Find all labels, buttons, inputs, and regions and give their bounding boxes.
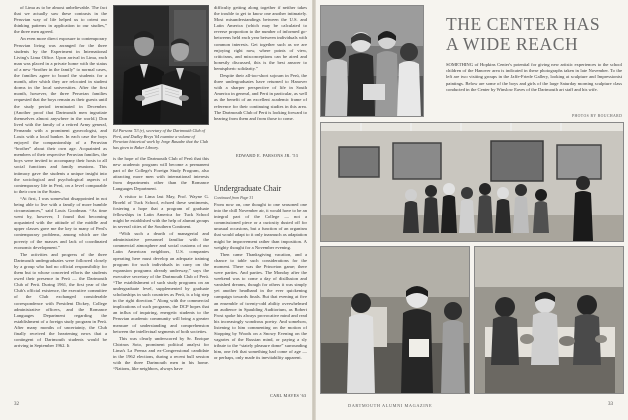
- page-number-right: 33: [608, 402, 613, 407]
- left-column-2: [113, 156, 209, 393]
- sculpture-table-image: [475, 247, 624, 394]
- magazine-title-footer: DARTMOUTH ALUMNI MAGAZINE: [348, 403, 433, 408]
- section-subhead: Undergraduate Chair: [214, 184, 282, 193]
- photo-caption: Ed Parsons '53 (r), secretary of the Dartmouth Club of Perú, and Dudley Breys '64 examine a volume of Peruvian historical work by Jorge Basadre that the Club has given to Baker Library.: [113, 128, 209, 150]
- photo-credit: PHOTOS BY BOUCHARD: [572, 114, 623, 118]
- photo-sculpture-class-right: [474, 246, 624, 394]
- photo-children-gallery-sculpture: [320, 5, 424, 117]
- gallery-visitors-image: [321, 123, 624, 242]
- paragraph: Despite their all-too-short sojourn in Perú, the three undergraduates have returned to Hanover with a sharper perspective of life in South America in general, and Perú in particular, as well as the benefit of an excellent academic frame of reference for their continuing studies in this area. The Dartmouth Club of Perú is looking forward to hearing from them and from those to come.: [214, 73, 307, 121]
- paragraph: of Lima as to be almost unbelievable. The fact that we actually saw these contrasts in the Peruvian way of life helped us to orient our thinking patterns in application to our studies,” the three men agreed.: [14, 5, 107, 35]
- article-signature: EDWARD E. PARSONS JR. '53: [236, 153, 299, 158]
- photo-club-members: [113, 5, 209, 125]
- photo-two-men-with-book-image: [114, 6, 209, 125]
- paragraph: Then came Thanksgiving vacation, and a chance to table such considerations for the moment. There was the Princeton game; there were parties. And parties. The Monday after the weekend was to come a day of disillusion and vanished dreams, though for others it was simply yet another headband in the ever quickening campaign towards finals. But that evening at five an ensemble of twenty-odd ability overwhelmed an audience in Spaulding Auditorium, as Robert Frost spoke his always provocative mind and read his increasingly wondrous poetry. And somehow, listening to him commenting on the motion of Stopping by Woods on a Snowy Evening on the vagaries of the Russian mind, or paying a sly tribute to the “stately pleasure dome” surrounding him, one felt that something had come of age — or perhaps, only made its inevitability apparent.: [214, 251, 307, 361]
- paragraph: A visitor to Lima last May, Prof. Wayne G. Broehl of Tuck School, echoed these sentiments, fostering a hope that a program of graduate fellowships in Latin America for Tuck School might be established with the help of alumni groups in several cities of the Southern Continent.: [113, 193, 209, 230]
- photo-gallery-visitors: [320, 122, 624, 242]
- left-column-3-bottom: [214, 202, 307, 392]
- sculpture-class-image: [321, 247, 470, 394]
- paragraph: difficulty getting along together if neither takes the trouble to get to know one another intimately. Most misunderstandings between the U.S. and Latin America (which may be calculated to reverse proportion to the number of informed go-betweens held each year between individuals with common interests. Get together such as we are enjoying right now, where points of view, criticisms, and misconceptions can be aired and honestly discussed, this is the best answer to hemispheric solidarity.”: [214, 5, 307, 71]
- headline-line-2: A WIDE REACH: [446, 34, 579, 54]
- paragraph: An even more direct exposure to contemporary Peruvian living was arranged for the three students by the Experiment in International Living's Lima Office. Upon arrival in Lima, each man was placed in a private home with the status of a new “brother in the family” to normal cases, the families agree to board the students for a month, after which they are relocated in student dorms in the local universities. After the first month, however, the three Peruvian families requested that the boys remain as their guests until the study period terminated in December. (Another proof that Dartmouth men ingratiate themselves almost anywhere in the world.) Don lived with the family of a retired Army general, Fernando with a prominent gynecologist, and Louis with a local banker. In each case the boys enjoyed the companionship of a Peruvian “brother” about their own age. Acquainted as members of their respective Peruvian families, the boys were invited to accompany their hosts to all social functions and family reunions. This intimacy gave the students a unique insight into the sociological and psychological aspects of contemporary life in Perú, on a level comparable to their own in the States.: [14, 36, 107, 194]
- intro-paragraph: SOMETHING of Hopkins Center's potential for giving new artistic experiences to the school children of the Hanover area is indicated in these photographs taken in late November. To the left are two visiting groups in the Jaffe-Friede Gallery, looking at sculpture and Impressionist paintings. Below are some of the boys and girls of the large Saturday morning sculpture class conducted in the Center by Winslow Eaves of the Dartmouth art staff and his wife.: [446, 62, 622, 92]
- article-signature: CARL MAVES '63: [270, 393, 307, 398]
- right-page: [316, 0, 628, 420]
- page-number-left: 32: [14, 402, 19, 407]
- left-column-3-top: [214, 5, 307, 151]
- paragraph: “With such a dearth of managerial and administrative personnel familiar with the commercial atmosphere and social customs of our Latin American neighbors, U.S. companies operating here must develop an adequate training program for such individuals in carry on the expansion programs already underway,” says the executive secretary of the Dartmouth Club of Perú. “The establishment of such study programs on an undergraduate level, supplemented by graduate scholarships in such countries as Perú, is a big step in the right direction.” Along with the commercial implications of such programs, the DCP hopes that an influx of inquiring, energetic students to the Peruvian academic community will bring a greater measure of understanding and comprehension between the intellectual segments of both societies.: [113, 231, 209, 334]
- photo-sculpture-class-left: [320, 246, 470, 394]
- paragraph: From now on, one thought to one seasoned one into the chill November air, it would have to be an integral part of the College — not a commissioned piece or a curiosity dusted off for unusual occasions, but a function of an organism that would adapt to it only inasmuch as adaptation might be improvement rather than imposition. A weighty thought for a November evening.: [214, 202, 307, 250]
- headline-line-1: THE CENTER HAS: [446, 14, 601, 34]
- continued-note: Continued from Page 31: [214, 195, 254, 200]
- children-gallery-image: [321, 6, 424, 117]
- paragraph: The activities and progress of the three Dartmouth undergraduates were followed closely by a group who had no official responsibility for them but to whose concerted efforts the students owed their presence in Perú — the Dartmouth Club of Perú. During 1961, the first year of the Club's official existence, the executive committee of the Club exchanged considerable correspondence with President Dickey, College administrative officers, and the Romance Languages Department regarding the establishment of a foreign study program in Perú. After many months of uncertainty, the Club finally received the heartening news that a contingent of Dartmouth students would be arriving in September 1962. It: [14, 251, 107, 349]
- paragraph: This was clearly underscored by Sr. Enrique Chirinos Soto, prominent political analyst for Lima's La Prensa and ex-Congressional candidate in the 1962 elections, during a recent bull session with the three Dartmouth men in his home. “Nations, like neighbors, always have: [113, 335, 209, 372]
- paragraph: is the hope of the Dartmouth Club of Perú that this new academic program will become a permanent part of the College's Foreign Study Program, also attracting more men with international interests from departments other than the Romance Languages Department.: [113, 156, 209, 192]
- left-page: [0, 0, 312, 420]
- paragraph: “At first, I was somewhat disappointed in not being able to live with a family of more humble circumstances,” said Louis Goodman. “As time went by, however, I found that becoming acquainted with the attitude of the middle and upper classes gave me the key to many of Perú's contemporary problems, among which are the poverty of the masses and lack of coordinated economic development.”: [14, 195, 107, 250]
- left-column-1: [14, 5, 107, 393]
